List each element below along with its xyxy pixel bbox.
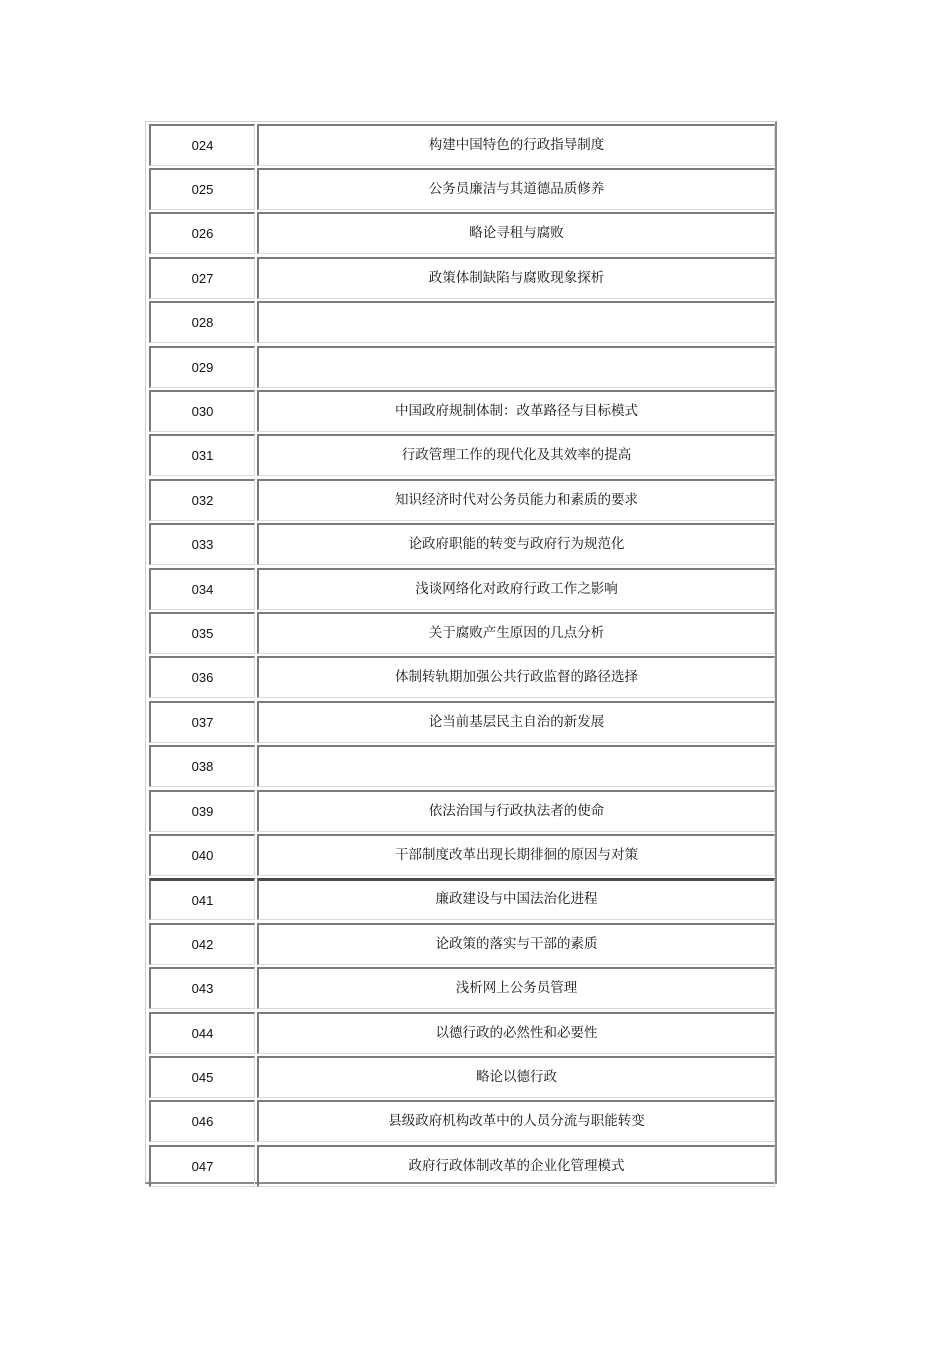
row-title: 论政府职能的转变与政府行为规范化: [257, 523, 775, 565]
row-title: 知识经济时代对公务员能力和素质的要求: [257, 479, 775, 521]
row-title: 关于腐败产生原因的几点分析: [257, 612, 775, 654]
row-title: [257, 745, 775, 787]
table-row: [149, 434, 775, 476]
table-row: [149, 834, 775, 876]
table-row: [149, 257, 775, 299]
table-row: [149, 1012, 775, 1054]
row-title: [257, 301, 775, 343]
table-row: [149, 523, 775, 565]
row-title: 依法治国与行政执法者的使命: [257, 790, 775, 832]
row-title: [257, 346, 775, 388]
table-row: [149, 612, 775, 654]
table-row: [149, 967, 775, 1009]
row-number: 035: [149, 612, 255, 654]
row-title: 县级政府机构改革中的人员分流与职能转变: [257, 1100, 775, 1142]
row-number: 042: [149, 923, 255, 965]
row-number: 040: [149, 834, 255, 876]
row-title: 中国政府规制体制：改革路径与目标模式: [257, 390, 775, 432]
table-row: [149, 212, 775, 254]
row-number: 024: [149, 124, 255, 166]
table-row: [149, 656, 775, 698]
topic-table: [145, 121, 777, 1184]
row-title: 以德行政的必然性和必要性: [257, 1012, 775, 1054]
row-number: 034: [149, 568, 255, 610]
row-number: 039: [149, 790, 255, 832]
row-title: 政策体制缺陷与腐败现象探析: [257, 257, 775, 299]
row-number: 033: [149, 523, 255, 565]
row-title: 政府行政体制改革的企业化管理模式: [257, 1145, 775, 1187]
row-number: 044: [149, 1012, 255, 1054]
row-number: 030: [149, 390, 255, 432]
row-number: 026: [149, 212, 255, 254]
row-title: 体制转轨期加强公共行政监督的路径选择: [257, 656, 775, 698]
row-title: 论当前基层民主自治的新发展: [257, 701, 775, 743]
row-number: 027: [149, 257, 255, 299]
row-number: 047: [149, 1145, 255, 1187]
table-row: [149, 1145, 775, 1187]
row-number: 038: [149, 745, 255, 787]
table-row: [149, 301, 775, 343]
row-title: 行政管理工作的现代化及其效率的提高: [257, 434, 775, 476]
table-row: [149, 568, 775, 610]
row-number: 037: [149, 701, 255, 743]
row-number: 028: [149, 301, 255, 343]
table-row: [149, 745, 775, 787]
table-row: [149, 168, 775, 210]
table-row: [149, 390, 775, 432]
row-number: 025: [149, 168, 255, 210]
row-number: 041: [149, 878, 255, 920]
row-title: 论政策的落实与干部的素质: [257, 923, 775, 965]
row-number: 036: [149, 656, 255, 698]
row-number: 029: [149, 346, 255, 388]
row-number: 043: [149, 967, 255, 1009]
row-title: 构建中国特色的行政指导制度: [257, 124, 775, 166]
table-row: [149, 923, 775, 965]
table-row: [149, 790, 775, 832]
row-title: 浅析网上公务员管理: [257, 967, 775, 1009]
row-title: 干部制度改革出现长期徘徊的原因与对策: [257, 834, 775, 876]
table-row: [149, 878, 775, 920]
row-number: 031: [149, 434, 255, 476]
row-title: 略论以德行政: [257, 1056, 775, 1098]
table-row: [149, 479, 775, 521]
row-title: 略论寻租与腐败: [257, 212, 775, 254]
row-number: 045: [149, 1056, 255, 1098]
table-row: [149, 346, 775, 388]
row-title: 廉政建设与中国法治化进程: [257, 878, 775, 920]
table-row: [149, 1056, 775, 1098]
row-title: 浅谈网络化对政府行政工作之影响: [257, 568, 775, 610]
table-row: [149, 701, 775, 743]
row-number: 046: [149, 1100, 255, 1142]
table-row: [149, 1100, 775, 1142]
row-number: 032: [149, 479, 255, 521]
row-title: 公务员廉洁与其道德品质修养: [257, 168, 775, 210]
table-row: [149, 124, 775, 166]
